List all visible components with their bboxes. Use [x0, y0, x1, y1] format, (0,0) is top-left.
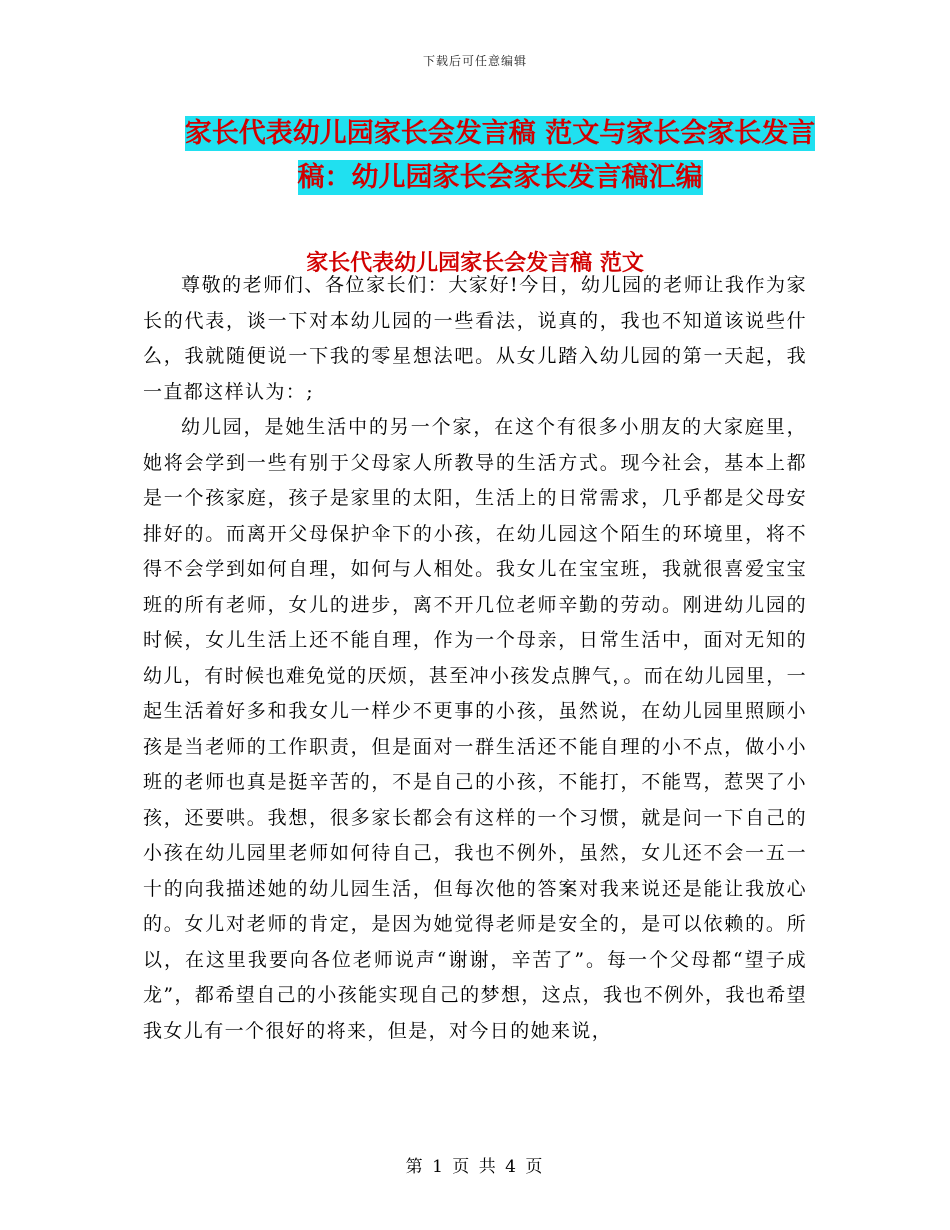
- section-title: 家长代表幼儿园家长会发言稿 范文: [306, 250, 644, 276]
- paragraph-2: 幼儿园，是她生活中的另一个家，在这个有很多小朋友的大家庭里，她将会学到一些有别于父母家人所教导的生活方式。现今社会，基本上都是一个孩家庭，孩子是家里的太阳，生活上的日常需求，几乎都是父母安排好的。而离开父母保护伞下的小孩，在幼儿园这个陌生的环境里，将不得不会学到如何自理，如何与人相处。我女儿在宝宝班，我就很喜爱宝宝班的所有老师，女儿的进步，离不开几位老师辛勤的劳动。刚进幼儿园的时候，女儿生活上还不能自理，作为一个母亲，日常生活中，面对无知的幼儿，有时候也难免觉的厌烦，甚至冲小孩发点脾气，。而在幼儿园里，一起生活着好多和我女儿一样少不更事的小孩，虽然说，在幼儿园里照顾小孩是当老师的工作职责，但是面对一群生活还不能自理的小不点，做小小班的老师也真是挺辛苦的，不是自己的小孩，不能打，不能骂，惹哭了小孩，还要哄。我想，很多家长都会有这样的一个习惯，就是问一下自己的小孩在幼儿园里老师如何待自己，我也不例外，虽然，女儿还不会一五一十的向我描述她的幼儿园生活，但每次他的答案对我来说还是能让我放心的。女儿对老师的肯定，是因为她觉得老师是安全的，是可以依赖的。所以，在这里我要向各位老师说声“谢谢，辛苦了”。每一个父母都“望子成龙”，都希望自己的小孩能实现自己的梦想，这点，我也不例外，我也希望我女儿有一个很好的将来，但是，对今日的她来说，: [143, 416, 807, 1042]
- title-line-1: 家长代表幼儿园家长会发言稿 范文与家长会家长发言: [184, 118, 816, 149]
- header-note: 下载后可任意编辑: [422, 54, 527, 68]
- title-line-2: 稿：幼儿园家长会家长发言稿汇编: [297, 162, 703, 193]
- paragraph-1: 尊敬的老师们、各位家长们：大家好!今日，幼儿园的老师让我作为家长的代表，谈一下对本幼儿园的一些看法，说真的，我也不知道该说些什么，我就随便说一下我的零星想法吧。从女儿踏入幼儿园的第一天起，我一直都这样认为：;: [143, 274, 807, 403]
- page-footer: 第 1 页 共 4 页: [405, 1157, 545, 1177]
- document-title: [140, 112, 860, 200]
- document-body: [143, 268, 807, 1049]
